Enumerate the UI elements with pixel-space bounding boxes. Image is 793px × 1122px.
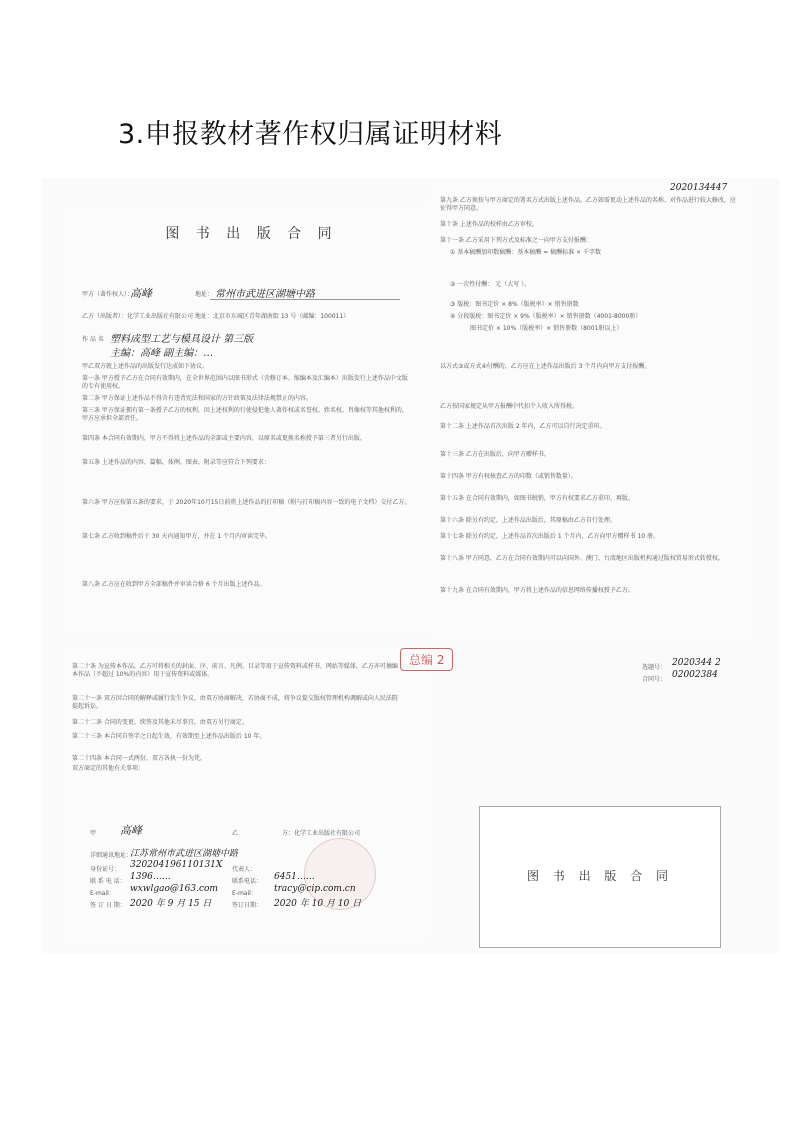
right-article-11: 第十三条 乙方在出版后，向甲方赠样书。 [440, 451, 550, 458]
a-date-label: 签 订 日 期： [90, 902, 126, 909]
address-underline [210, 299, 400, 300]
bottom-article-3: 第二十三条 本合同自签字之日起生效，有效期至上述作品出版后 10 年。 [72, 733, 266, 740]
right-article-1: 第十条 上述作品的校样由乙方审校。 [440, 221, 538, 228]
contract-page-right [430, 183, 750, 641]
b-rep-label: 代表人： [232, 866, 257, 873]
author-handwritten: 主编：高峰 副主编：… [110, 348, 214, 359]
contract-page-bottom [60, 643, 430, 943]
b-phone-label: 联系电话： [232, 878, 263, 885]
address-handwritten: 常州市武进区湖塘中路 [215, 289, 315, 300]
bottom-article-5: 双方商定的其他有关事项： [72, 765, 145, 772]
a-phone-label: 联 系 电 话： [90, 878, 126, 885]
page-heading: 3.申报教材著作权归属证明材料 [118, 119, 503, 150]
address-label: 地址： [195, 291, 214, 298]
a-id-value: 320204196110131X [130, 860, 223, 870]
left-article-2: 第二条 甲方保证上述作品不得含有违背宪法和国家的方针政策及法律法规禁止的内容。 [82, 395, 312, 402]
right-article-8: 以方式③或方式④付酬的，乙方应在上述作品出版后 3 个月内向甲方支付报酬。 [440, 363, 651, 370]
contract-page-left [60, 203, 443, 633]
left-article-4: 第四条 本合同有效期内，甲方不得将上述作品的全部或主要内容，以原名或更换名称授予第三者另行出版。 [82, 435, 366, 442]
a-email-value: wxwlgao@163.com [130, 884, 218, 894]
contract-title: 图 书 出 版 合 同 [165, 226, 338, 242]
left-article-5: 第五条 上述作品的内容、篇幅、体例、图表、附录等应符合下列要求： [82, 459, 270, 466]
a-address-value: 江苏常州市武进区湖塘中路 [130, 849, 239, 859]
party-b-sign-label: 乙 [232, 830, 239, 837]
contract-number-label: 合同号： [642, 676, 667, 683]
a-date-value: 2020 年 9 月 15 日 [130, 899, 212, 909]
right-article-3: ① 基本稿酬加印数稿酬：基本稿酬 = 稿酬标准 × 千字数 [450, 249, 601, 256]
left-article-6: 第六条 甲方应按第五条的要求，于 2020年10月15日前将上述作品的打印稿（附与打印稿内容一致的电子文档）交付乙方。 [82, 499, 411, 506]
contract-cover [479, 806, 721, 948]
left-article-8: 第八条 乙方应在收到甲方全部稿件并审读合格 6 个月出版上述作品。 [82, 581, 266, 588]
right-article-12: 第十四条 甲方有权核查乙方的印数（或销售数量）。 [440, 473, 577, 480]
b-date-label: 签订日期： [232, 902, 263, 909]
contract-number-value: 02002384 [672, 670, 718, 680]
bottom-article-1: 第二十一条 双方因合同的解释或履行发生争议，由双方协商解决，若协商不成，将争议提交版权管理机构调解或向人民法院提起诉讼。 [72, 695, 398, 710]
party-a-sign-handwritten: 高峰 [120, 824, 142, 837]
left-article-7: 第七条 乙方收到稿件后于 30 天内通知甲方，并在 1 个月内审读完毕。 [82, 533, 271, 540]
a-id-label: 身份证号： [90, 866, 121, 873]
a-email-label: E-mail： [90, 890, 115, 897]
work-title-handwritten: 塑料成型工艺与模具设计 第三版 [110, 334, 254, 345]
right-article-4: ② 一次性付酬： 元（大写 ）。 [450, 281, 531, 288]
b-email-value: tracy@cip.com.cn [274, 884, 356, 894]
b-phone-value: 6451…… [274, 872, 315, 882]
right-article-17: 第十九条 在合同有效期内，甲方将上述作品的信息网络传播权授予乙方。 [440, 587, 634, 594]
scanned-contract [42, 178, 780, 953]
right-article-5: ③ 版税：图书定价 × 8%（版税率）× 销售册数 [450, 301, 579, 308]
cover-title: 图 书 出 版 合 同 [526, 869, 674, 883]
right-article-15: 第十七条 除另有约定，上述作品首次出版后 1 个月内，乙方向甲方赠样书 10 册。 [440, 533, 659, 540]
right-article-7: 图书定价 × 10%（版税率）× 销售册数（8001册以上） [470, 325, 623, 332]
bottom-article-4: 第二十四条 本合同一式两份，双方各执一份为凭。 [72, 755, 206, 762]
corner-number: 2020134447 [670, 183, 728, 193]
left-article-3: 第三条 甲方保证拥有第一条授予乙方的权利，因上述权利的行使侵犯他人著作权或名誉权、姓名权、肖像权等其他权利的，甲方应承担全部责任。 [82, 407, 408, 422]
party-a-sign-label: 甲 [90, 830, 97, 837]
bottom-article-2: 第二十二条 合同的变更、续签及其他未尽事宜，由双方另行商定。 [72, 719, 248, 726]
topic-label: 选题号： [642, 664, 667, 671]
topic-value: 2020344 2 [672, 658, 721, 668]
left-article-0: 甲乙双方就上述作品的出版发行达成如下协议。 [82, 363, 209, 370]
right-article-9: 乙方按国家规定从甲方报酬中代扣个人收入所得税。 [440, 403, 579, 410]
right-article-14: 第十六条 除另有约定，上述作品出版后，其原稿由乙方自行处理。 [440, 517, 616, 524]
right-article-13: 第十五条 在合同有效期内，如图书脱销，甲方有权要求乙方重印、再版。 [440, 495, 634, 502]
right-article-0: 第九条 乙方须按与甲方商定的署名方式出版上述作品。乙方如需更动上述作品的名称、对作品进行较大修改，应征得甲方同意。 [440, 197, 736, 212]
work-label: 作 品 名 [82, 336, 104, 343]
party-b-name: 方：化学工业出版社有限公司 [282, 830, 361, 837]
right-article-16: 第十八条 甲方同意，乙方在合同有效期内可以向国外、澳门、台湾地区出版机构通过版权贸易形式转授权。 [440, 555, 724, 562]
party-b-line: 乙方（出版者）：化学工业出版社有限公司 地址：北京市东城区青年湖南街 13 号（邮编：100011） [82, 313, 350, 320]
bottom-article-0: 第二十条 为宣传本作品，乙方可将相关的封面、序、前言、凡例、目录等用于宣传资料或样书、网站等媒体，乙方亦可摘编本作品（不超过 10%的内容）用于宣传资料或媒体。 [72, 663, 398, 678]
left-article-1: 第一条 甲方授予乙方在合同有效期内，在全世界范围内以图书形式（含修订本、缩编本及汇编本）出版发行上述作品中文版的专有使用权。 [82, 375, 408, 390]
a-address-label: 详细通讯地址： [90, 852, 133, 859]
right-article-6: ④ 分段版税：图书定价 × 9%（版税率）× 销售册数（4001-8000册） [450, 313, 642, 320]
a-phone-value: 1396…… [130, 872, 171, 882]
right-article-10: 第十二条 上述作品首次出版 2 年内，乙方可以自行决定重印。 [440, 423, 606, 430]
editor-stamp: 总编 2 [400, 648, 453, 671]
b-email-label: E-mail： [232, 890, 257, 897]
party-a-signature: 高峰 [130, 287, 152, 300]
b-date-value: 2020 年 10 月 10 日 [274, 899, 362, 909]
party-a-label: 甲方（著作权人）： [82, 291, 134, 298]
right-article-2: 第十一条 乙方采用下列方式及标准之一向甲方支付报酬： [440, 237, 592, 244]
